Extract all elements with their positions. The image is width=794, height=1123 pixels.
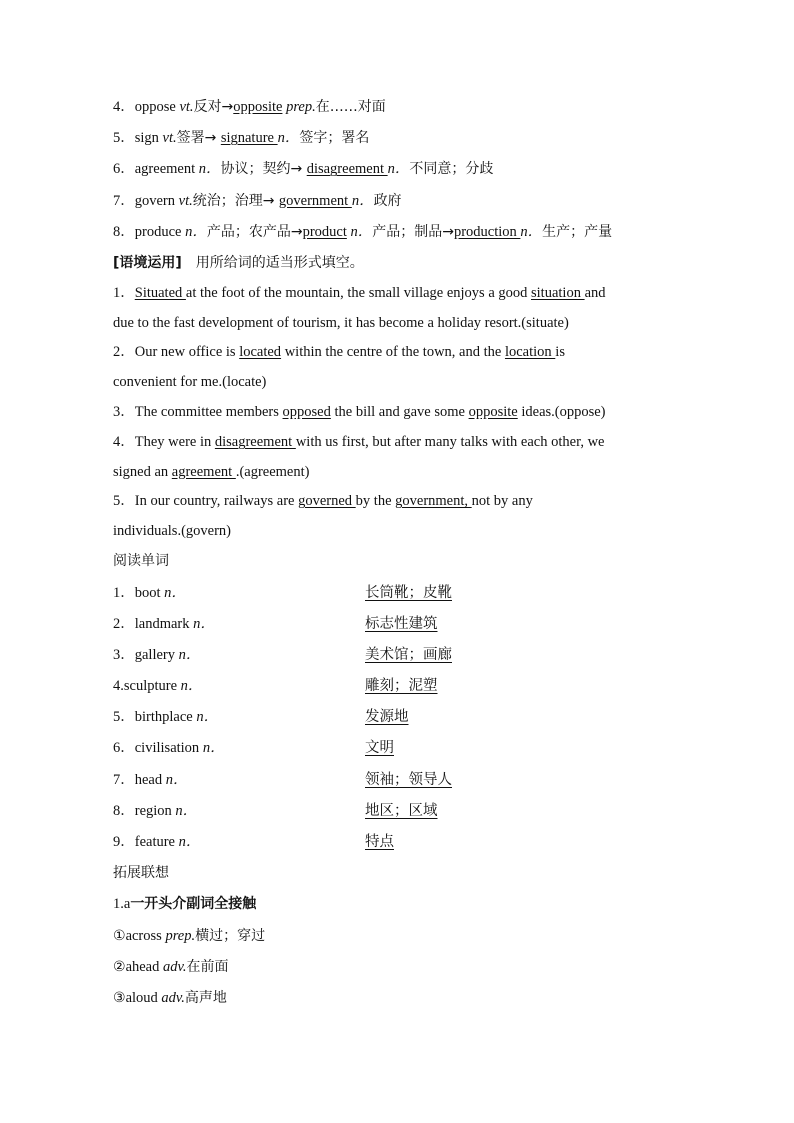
answer-blank: opposite — [468, 404, 518, 421]
answer-blank: agreement — [171, 463, 236, 480]
answer-blank: located — [239, 344, 282, 361]
section-heading-expand — [113, 858, 683, 889]
section-heading-context — [113, 248, 683, 279]
vocab-row: 9．feature n． 特点 — [113, 827, 683, 858]
word-form-item: 4．oppose vt.反对→opposite prep.在……对面 — [113, 99, 386, 115]
reading-heading: 阅读单词 — [113, 553, 169, 570]
vocab-meaning: 文明 — [365, 740, 394, 757]
vocab-row: 8．region n． 地区；区域 — [113, 796, 683, 827]
fill-sentence: 4．They were in disagreement with us first, but after many talks with each other, we — [113, 434, 605, 451]
fill-sentence: 5．In our country, railways are governed by the government, not by any — [113, 493, 533, 510]
vocab-meaning: 长筒靴；皮靴 — [365, 584, 452, 601]
fill-sentence: 2．Our new office is located within the centre of the town, and the location is — [113, 344, 565, 361]
vocab-meaning: 特点 — [365, 834, 394, 850]
word-form-item: 7．govern vt.统治；治理→ government n．政府 — [113, 192, 402, 209]
answer-blank: government, — [395, 493, 472, 510]
fill-sentence-cont: due to the fast development of tourism, it has become a holiday resort.(situate) — [113, 314, 569, 331]
answer-blank: production — [453, 223, 521, 240]
answer-blank: location — [504, 344, 556, 361]
vocab-row: 2．landmark n． 标志性建筑 — [113, 609, 683, 640]
vocab-meaning: 发源地 — [365, 709, 409, 726]
answer-blank: signature — [220, 130, 278, 147]
vocab-row: 7．head n． 领袖；领导人 — [113, 765, 683, 796]
fill-sentence-cont: individuals.(govern) — [113, 522, 231, 539]
answer-blank: product — [302, 223, 347, 240]
answer-blank: Situated — [134, 285, 186, 302]
answer-blank: government — [278, 192, 352, 209]
expand-heading: 拓展联想 — [113, 865, 169, 882]
context-heading: [语境运用] — [113, 254, 182, 271]
expand-subheading: 1.a一开头介副词全接触 — [113, 896, 257, 913]
document-page — [113, 92, 683, 1014]
word-form-item: 6．agreement n．协议；契约→ disagreement n．不同意；分歧 — [113, 161, 494, 178]
context-instruction: 用所给词的适当形式填空。 — [181, 254, 364, 271]
vocab-row: 4.sculpture n． 雕刻；泥塑 — [113, 671, 683, 702]
answer-blank: situation — [531, 285, 585, 302]
word-form-item: 5．sign vt.签署→ signature n．签字；署名 — [113, 130, 370, 147]
section-heading-reading — [113, 546, 683, 577]
fill-sentence: 1．Situated at the foot of the mountain, the small village enjoys a good situation and — [113, 285, 606, 302]
word-form-item: 8．produce n．产品；农产品→product n．产品；制品→production n．生产；产量 — [113, 223, 613, 240]
vocab-row: 1．boot n． 长筒靴；皮靴 — [113, 578, 683, 609]
answer-blank: opposite — [233, 99, 283, 115]
expand-item: ①across prep.横过；穿过 — [113, 927, 266, 944]
answer-blank: opposed — [282, 404, 331, 421]
vocab-meaning: 美术馆；画廊 — [365, 646, 452, 663]
fill-sentence-cont: convenient for me.(locate) — [113, 373, 267, 390]
vocab-meaning: 雕刻；泥塑 — [365, 678, 438, 695]
vocab-row: 5．birthplace n． 发源地 — [113, 702, 683, 733]
fill-sentence: 3．The committee members opposed the bill and gave some opposite ideas.(oppose) — [113, 404, 606, 421]
vocab-meaning: 地区；区域 — [365, 802, 438, 819]
fill-sentence-cont: signed an agreement .(agreement) — [113, 463, 310, 480]
expand-item: ②ahead adv.在前面 — [113, 958, 229, 975]
vocab-row: 3．gallery n． 美术馆；画廊 — [113, 640, 683, 671]
answer-blank: disagreement — [306, 161, 388, 178]
vocab-meaning: 领袖；领导人 — [365, 771, 452, 788]
vocab-row: 6．civilisation n． 文明 — [113, 733, 683, 764]
answer-blank: governed — [298, 493, 356, 510]
vocab-meaning: 标志性建筑 — [365, 615, 438, 632]
expand-item: ③aloud adv.高声地 — [113, 989, 227, 1006]
answer-blank: disagreement — [214, 434, 296, 451]
